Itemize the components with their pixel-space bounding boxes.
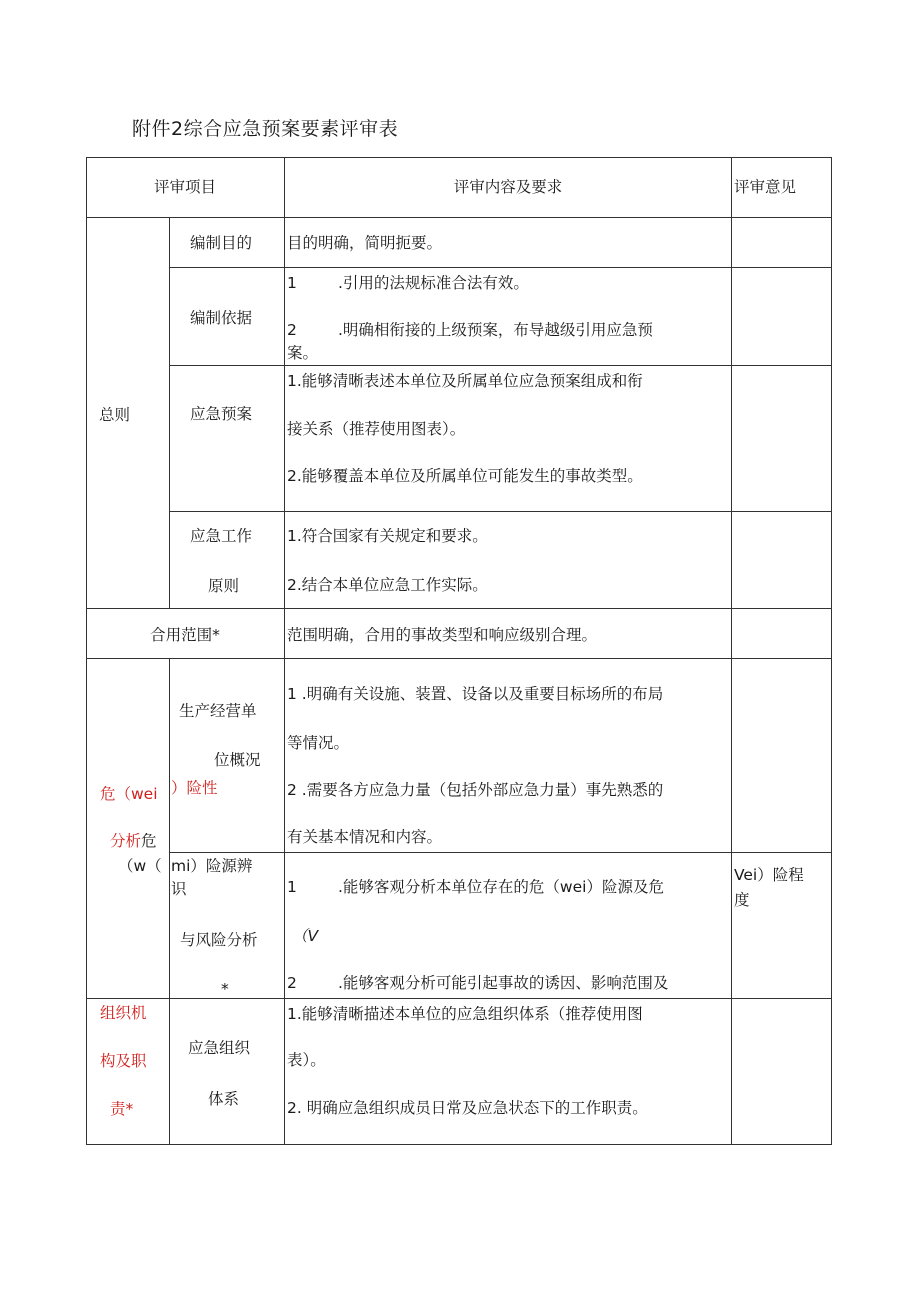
section-general-label: 总则 [99, 406, 131, 424]
plan-system-line3: 2.能够覆盖本单位及所属单位可能发生的事故类型。 [287, 467, 643, 485]
risk-label-3: （w（ [118, 857, 162, 875]
plan-system-line2: 接关系（推荐使用图表）。 [287, 420, 466, 438]
hazard-label-3: 与风险分析 [180, 931, 258, 949]
basis-item2-text: .明确相衔接的上级预案，布导越级引用应急预 [338, 321, 653, 339]
purpose-content: 目的明确，简明扼要。 [287, 234, 443, 252]
hazard-label-2: 识 [171, 880, 187, 898]
hazard-label-1: mi）险源辨 [171, 857, 253, 875]
unit-overview-line1: 1 .明确有关设施、装置、设备以及重要目标场所的布局 [287, 685, 664, 703]
basis-label: 编制依据 [190, 309, 253, 327]
hazard-opinion-2: 度 [734, 891, 750, 909]
hazard-item2-text: .能够客观分析可能引起事故的诱因、影响范围及 [338, 974, 669, 992]
plan-system-label: 应急预案 [190, 405, 253, 423]
unit-overview-line2: 等情况。 [287, 734, 350, 752]
scope-label: 合用范围* [150, 626, 220, 644]
header-item: 评审项目 [153, 178, 216, 196]
org-system-label-2: 体系 [208, 1090, 240, 1108]
hazard-opinion-1: Vei）险程 [734, 866, 804, 884]
hazard-item2-num: 2 [287, 974, 297, 992]
unit-overview-line3: 2 .需要各方应急力量（包括外部应急力量）事先熟悉的 [287, 781, 664, 799]
principles-line2: 2.结合本单位应急工作实际。 [287, 576, 488, 594]
risk-label-2-red: 分析 [110, 832, 142, 850]
org-system-line2: 表）。 [287, 1051, 326, 1069]
principles-label-2: 原则 [208, 577, 240, 595]
unit-overview-label-2: 位概况 [214, 751, 261, 769]
org-system-line3: 2. 明确应急组织成员日常及应急状态下的工作职责。 [287, 1099, 648, 1117]
unit-overview-label-1: 生产经营单 [179, 702, 257, 720]
scope-content: 范围明确，合用的事故类型和响应级别合理。 [287, 626, 598, 644]
header-content: 评审内容及要求 [453, 178, 563, 196]
risk-label-2 [110, 830, 157, 852]
risk-label-1: 危（wei [100, 785, 158, 803]
hazard-item1-num: 1 [287, 878, 297, 896]
basis-item1-num: 1 [287, 274, 297, 292]
org-system-label-1: 应急组织 [188, 1039, 251, 1057]
hazard-label-4: * [221, 980, 229, 998]
purpose-label: 编制目的 [190, 234, 253, 252]
basis-item1-text: .引用的法规标准合法有效。 [338, 274, 529, 292]
org-system-line1: 1.能够清晰描述本单位的应急组织体系（推荐使用图 [287, 1005, 643, 1023]
hazard-item1-text: .能够客观分析本单位存在的危（wei）险源及危 [338, 878, 664, 896]
plan-system-line1: 1.能够清晰表述本单位及所属单位应急预案组成和衔 [287, 372, 643, 390]
basis-item2-cont: 案。 [287, 344, 319, 362]
unit-overview-label-3: ）险性 [171, 779, 218, 797]
unit-overview-line4: 有关基本情况和内容。 [287, 828, 443, 846]
org-label-2: 构及职 [100, 1052, 147, 1070]
org-label-3: 责* [110, 1100, 134, 1118]
org-label-1: 组织机 [100, 1004, 147, 1022]
risk-label-2-tail: 危 [141, 832, 157, 850]
hazard-item1-cont: （V [292, 927, 319, 945]
basis-item2-num: 2 [287, 321, 297, 339]
header-opinion: 评审意见 [734, 178, 797, 196]
principles-line1: 1.符合国家有关规定和要求。 [287, 527, 488, 545]
page-title: 附件2综合应急预案要素评审表 [132, 118, 399, 140]
principles-label-1: 应急工作 [190, 527, 253, 545]
